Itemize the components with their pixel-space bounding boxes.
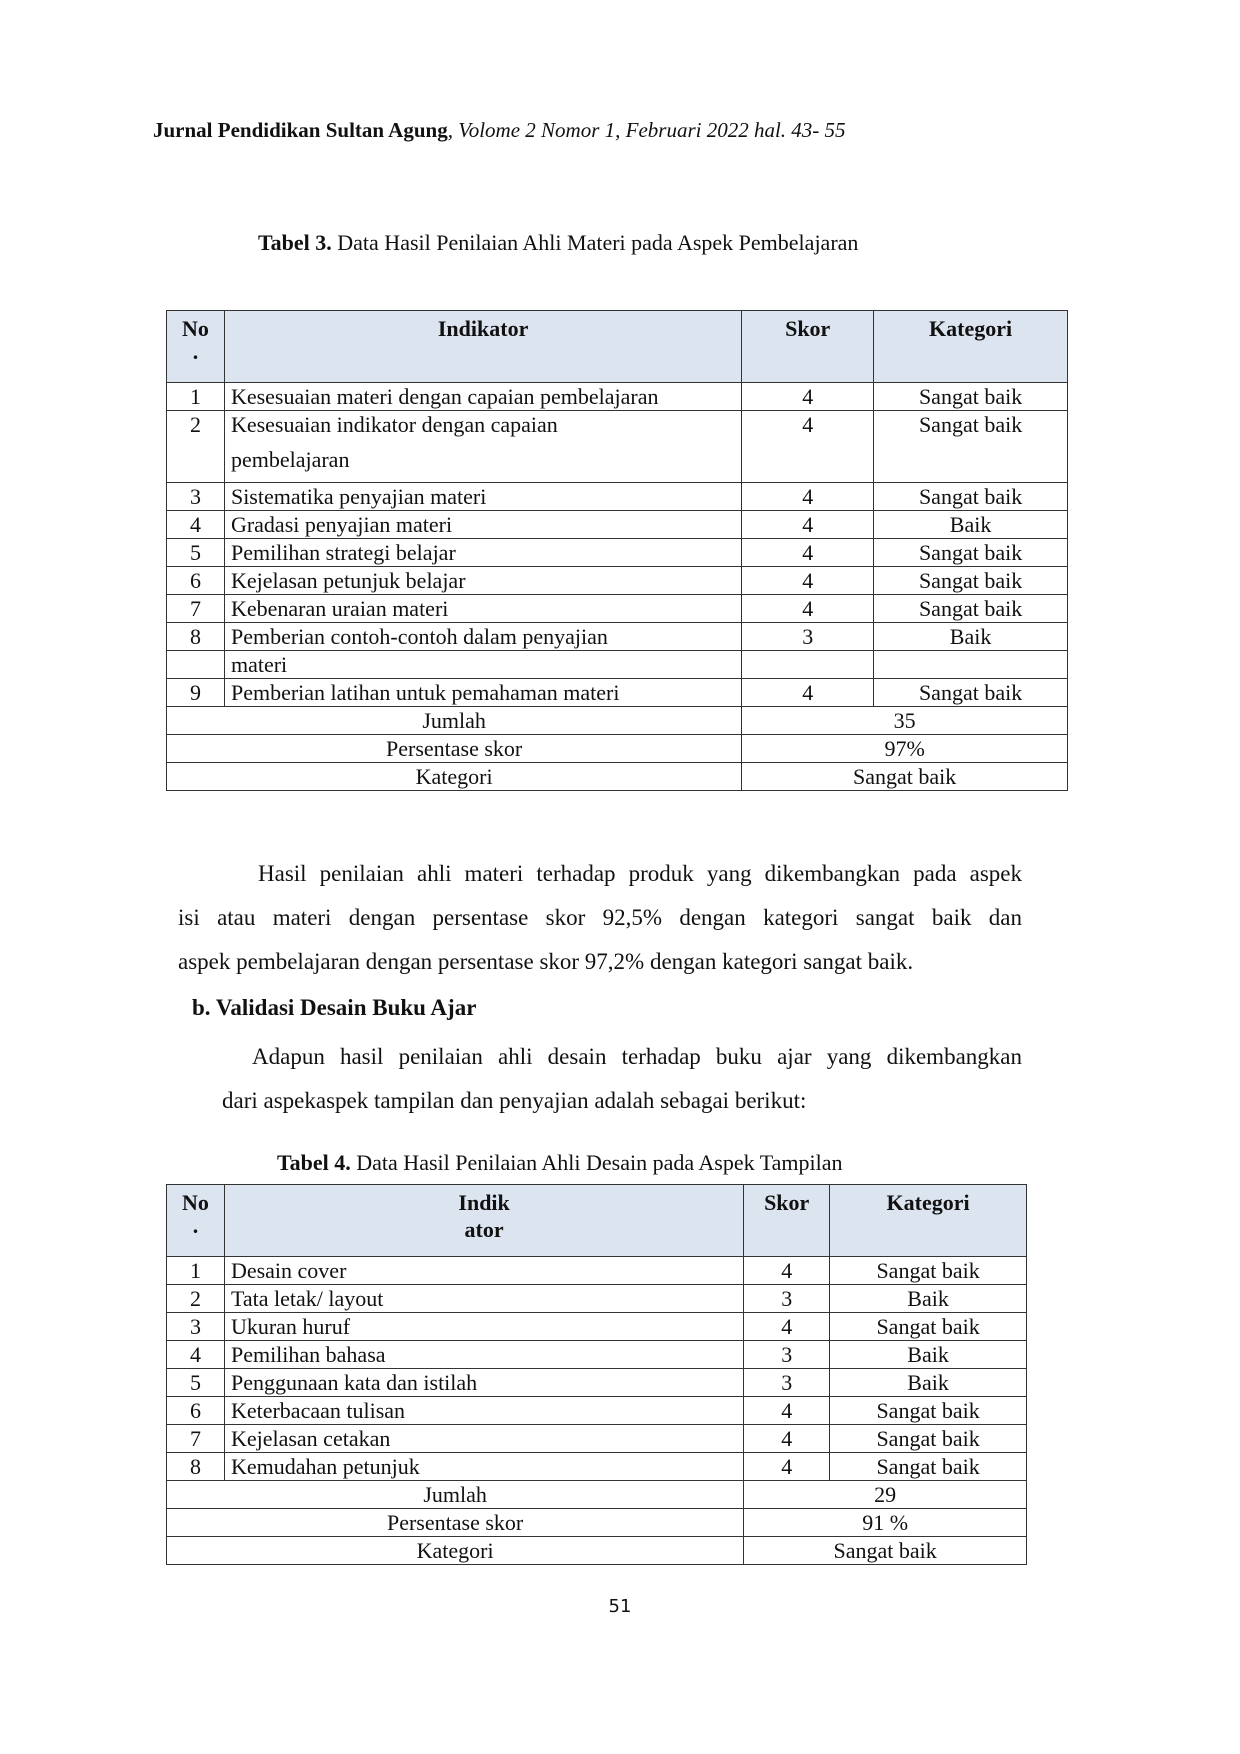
table-row: [167, 679, 1068, 707]
table-row: [167, 539, 1068, 567]
row-indikator: Kesesuaian materi dengan capaian pembelajaran: [224, 383, 741, 411]
row-indikator-line1: Kesesuaian indikator dengan capaian: [230, 412, 558, 437]
table4-caption-label: Tabel 4.: [277, 1150, 351, 1175]
row-no: 3: [167, 1313, 225, 1341]
row-indikator-line2: pembelajaran: [230, 447, 350, 472]
page-number: 51: [608, 1596, 632, 1617]
table3-header-kategori: Kategori: [874, 311, 1068, 383]
table3: [166, 310, 1068, 791]
table4-caption: [277, 1150, 843, 1176]
summary-value: 29: [744, 1481, 1027, 1509]
table-row: [167, 1369, 1027, 1397]
row-indikator: [224, 411, 741, 483]
table-row: [167, 1341, 1027, 1369]
row-indikator: Penggunaan kata dan istilah: [224, 1369, 743, 1397]
row-kategori: Sangat baik: [830, 1313, 1027, 1341]
summary-row: [167, 1481, 1027, 1509]
summary-value: 91 %: [744, 1509, 1027, 1537]
table4-header-indikator-1: Indik: [458, 1190, 510, 1215]
row-indikator: Kejelasan cetakan: [224, 1425, 743, 1453]
paragraph-line: Hasil penilaian ahli materi terhadap produk yang dikembangkan pada aspek: [258, 861, 1022, 886]
summary-label: Persentase skor: [167, 735, 742, 763]
table-row: [167, 511, 1068, 539]
table3-header-indikator: Indikator: [224, 311, 741, 383]
row-indikator: materi: [224, 651, 741, 679]
summary-label: Jumlah: [167, 1481, 744, 1509]
table4-header-indikator-2: ator: [464, 1217, 504, 1242]
table-row: [167, 1425, 1027, 1453]
summary-label: Persentase skor: [167, 1509, 744, 1537]
table-row: [167, 1453, 1027, 1481]
row-kategori: Baik: [830, 1341, 1027, 1369]
row-indikator: Kebenaran uraian materi: [224, 595, 741, 623]
row-skor: [742, 651, 874, 679]
row-skor: 4: [744, 1257, 830, 1285]
table3-header-no-dot: .: [192, 339, 199, 364]
row-no: 4: [167, 511, 225, 539]
row-kategori: Sangat baik: [874, 539, 1068, 567]
row-indikator: Gradasi penyajian materi: [224, 511, 741, 539]
table-row: [167, 383, 1068, 411]
row-kategori: Baik: [830, 1369, 1027, 1397]
summary-value: 35: [742, 707, 1068, 735]
row-skor: 4: [744, 1425, 830, 1453]
table3-caption: [258, 230, 858, 256]
row-kategori: Sangat baik: [830, 1397, 1027, 1425]
table4: [166, 1184, 1027, 1565]
table3-header-no-text: No: [182, 316, 209, 341]
row-no: 1: [167, 1257, 225, 1285]
row-skor: 4: [742, 595, 874, 623]
summary-label: Jumlah: [167, 707, 742, 735]
row-no: [167, 651, 225, 679]
row-no: 2: [167, 1285, 225, 1313]
table4-header-kategori: Kategori: [830, 1185, 1027, 1257]
paragraph-line: isi atau materi dengan persentase skor 92,5% dengan kategori sangat baik dan: [178, 905, 1022, 930]
row-skor: 4: [742, 539, 874, 567]
row-skor: 4: [742, 383, 874, 411]
summary-row: [167, 735, 1068, 763]
row-skor: 3: [744, 1369, 830, 1397]
row-no: 1: [167, 383, 225, 411]
row-indikator: Pemberian latihan untuk pemahaman materi: [224, 679, 741, 707]
table4-header-row: [167, 1185, 1027, 1257]
summary-row: [167, 1509, 1027, 1537]
table-row: [167, 623, 1068, 651]
row-indikator: Pemberian contoh-contoh dalam penyajian: [224, 623, 741, 651]
row-indikator: Pemilihan bahasa: [224, 1341, 743, 1369]
row-no: 7: [167, 1425, 225, 1453]
table-row: [167, 595, 1068, 623]
paragraph-results: [178, 852, 1022, 984]
row-no: 6: [167, 1397, 225, 1425]
row-skor: 3: [744, 1341, 830, 1369]
row-kategori: Sangat baik: [874, 595, 1068, 623]
row-skor: 3: [744, 1285, 830, 1313]
row-kategori: Sangat baik: [874, 679, 1068, 707]
row-kategori: Sangat baik: [830, 1425, 1027, 1453]
row-kategori: Baik: [830, 1285, 1027, 1313]
row-indikator: Sistematika penyajian materi: [224, 483, 741, 511]
row-no: 6: [167, 567, 225, 595]
row-no: 7: [167, 595, 225, 623]
row-kategori: Sangat baik: [830, 1257, 1027, 1285]
row-no: 9: [167, 679, 225, 707]
table-row: [167, 651, 1068, 679]
table4-header-no-dot: .: [192, 1213, 199, 1238]
table-row: [167, 1257, 1027, 1285]
summary-row: [167, 763, 1068, 791]
journal-details: , Volome 2 Nomor 1, Februari 2022 hal. 43- 55: [447, 118, 846, 142]
row-no: 8: [167, 1453, 225, 1481]
row-indikator: Ukuran huruf: [224, 1313, 743, 1341]
table3-caption-label: Tabel 3.: [258, 230, 332, 255]
table-row: [167, 1313, 1027, 1341]
row-kategori: Baik: [874, 623, 1068, 651]
row-indikator: Desain cover: [224, 1257, 743, 1285]
summary-value: Sangat baik: [742, 763, 1068, 791]
row-kategori: Baik: [874, 511, 1068, 539]
table4-header-no: [167, 1185, 225, 1257]
summary-label: Kategori: [167, 763, 742, 791]
row-indikator: Kejelasan petunjuk belajar: [224, 567, 741, 595]
row-kategori: [874, 651, 1068, 679]
row-skor: 4: [742, 567, 874, 595]
row-indikator: Kemudahan petunjuk: [224, 1453, 743, 1481]
row-kategori: Sangat baik: [874, 567, 1068, 595]
paragraph-line: aspek pembelajaran dengan persentase skor 97,2% dengan kategori sangat baik.: [178, 949, 914, 974]
table-row: [167, 483, 1068, 511]
table4-header-skor: Skor: [744, 1185, 830, 1257]
summary-value: 97%: [742, 735, 1068, 763]
row-no: 5: [167, 539, 225, 567]
row-kategori: Sangat baik: [874, 411, 1068, 483]
section-heading: b. Validasi Desain Buku Ajar: [192, 995, 477, 1020]
row-no: 2: [167, 411, 225, 483]
row-skor: 4: [744, 1397, 830, 1425]
row-skor: 3: [742, 623, 874, 651]
row-indikator: Keterbacaan tulisan: [224, 1397, 743, 1425]
table4-header-indikator: [224, 1185, 743, 1257]
table-row: [167, 411, 1068, 483]
table3-header-skor: Skor: [742, 311, 874, 383]
row-skor: 4: [744, 1453, 830, 1481]
row-no: 5: [167, 1369, 225, 1397]
row-kategori: Sangat baik: [874, 483, 1068, 511]
table3-header-row: [167, 311, 1068, 383]
summary-label: Kategori: [167, 1537, 744, 1565]
row-kategori: Sangat baik: [830, 1453, 1027, 1481]
table4-header-no-text: No: [182, 1190, 209, 1215]
journal-name: Jurnal Pendidikan Sultan Agung: [153, 118, 448, 142]
row-skor: 4: [744, 1313, 830, 1341]
paragraph-line: dari aspekaspek tampilan dan penyajian adalah sebagai berikut:: [222, 1088, 807, 1113]
table-row: [167, 1285, 1027, 1313]
row-skor: 4: [742, 411, 874, 483]
summary-row: [167, 707, 1068, 735]
table4-caption-text: Data Hasil Penilaian Ahli Desain pada Aspek Tampilan: [350, 1150, 843, 1175]
paragraph-design-intro: [222, 1035, 1022, 1123]
table3-header-no: [167, 311, 225, 383]
row-no: 8: [167, 623, 225, 651]
row-indikator: Tata letak/ layout: [224, 1285, 743, 1313]
row-skor: 4: [742, 483, 874, 511]
paragraph-line: Adapun hasil penilaian ahli desain terhadap buku ajar yang dikembangkan: [252, 1044, 1022, 1069]
table3-caption-text: Data Hasil Penilaian Ahli Materi pada Aspek Pembelajaran: [331, 230, 859, 255]
table-row: [167, 567, 1068, 595]
row-skor: 4: [742, 511, 874, 539]
row-kategori: Sangat baik: [874, 383, 1068, 411]
table-row: [167, 1397, 1027, 1425]
running-header: [153, 118, 846, 143]
row-skor: 4: [742, 679, 874, 707]
summary-value: Sangat baik: [744, 1537, 1027, 1565]
row-no: 4: [167, 1341, 225, 1369]
row-indikator: Pemilihan strategi belajar: [224, 539, 741, 567]
row-no: 3: [167, 483, 225, 511]
summary-row: [167, 1537, 1027, 1565]
